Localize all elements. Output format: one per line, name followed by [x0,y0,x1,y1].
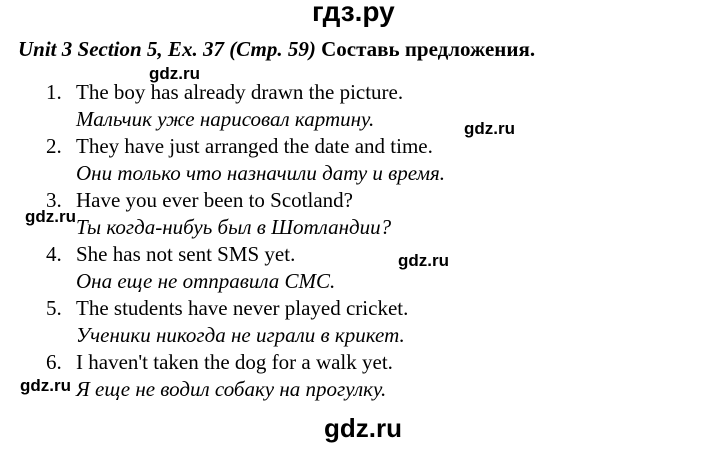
exercise-list [0,79,720,403]
exercise-instruction: Составь предложения. [321,37,536,61]
english-sentence: They have just arranged the date and time. [76,134,433,158]
site-watermark-top: гдз.ру [312,0,395,27]
exercise-item-4 [0,241,720,295]
item-number: 5. [46,296,62,320]
site-watermark: gdz.ru [25,207,76,226]
exercise-item-1 [0,79,720,133]
exercise-item-5 [0,295,720,349]
english-sentence: She has not sent SMS yet. [76,242,296,266]
russian-translation: Ты когда-нибуь был в Шотландии? [76,215,392,239]
english-sentence: I haven't taken the dog for a walk yet. [76,350,393,374]
exercise-item-6 [0,349,720,403]
site-watermark: gdz.ru [464,119,515,138]
russian-translation: Мальчик уже нарисовал картину. [76,107,375,131]
russian-translation: Ученики никогда не играли в крикет. [76,323,405,347]
item-number: 3. [46,188,62,212]
item-number: 1. [46,80,62,104]
exercise-item-3 [0,187,720,241]
russian-translation: Они только что назначили дату и время. [76,161,445,185]
english-sentence: Have you ever been to Scotland? [76,188,353,212]
site-watermark-bottom: gdz.ru [324,413,402,443]
site-watermark: gdz.ru [20,376,71,395]
site-watermark: gdz.ru [149,64,200,83]
site-watermark: gdz.ru [398,251,449,270]
english-sentence: The boy has already drawn the picture. [76,80,404,104]
item-number: 4. [46,242,62,266]
exercise-heading [18,37,535,62]
exercise-item-2 [0,133,720,187]
russian-translation: Я еще не водил собаку на прогулку. [76,377,387,401]
item-number: 6. [46,350,62,374]
exercise-reference: Unit 3 Section 5, Ex. 37 (Стр. 59) [18,37,316,61]
russian-translation: Она еще не отправила СМС. [76,269,336,293]
english-sentence: The students have never played cricket. [76,296,409,320]
item-number: 2. [46,134,62,158]
